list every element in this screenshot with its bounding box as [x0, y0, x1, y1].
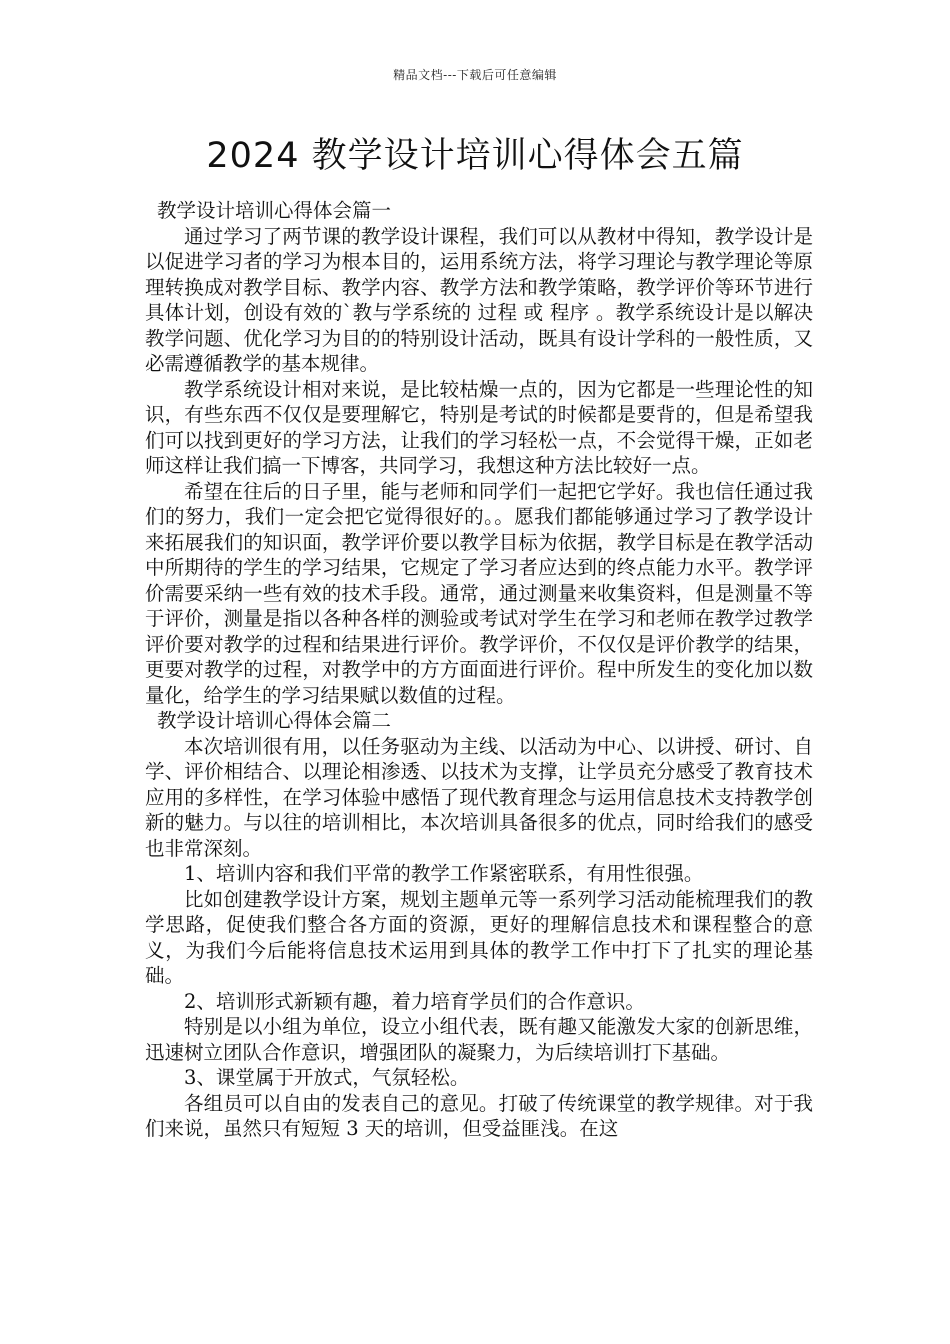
paragraph: 教学系统设计相对来说，是比较枯燥一点的，因为它都是一些理论性的知识，有些东西不仅仅是要理解它，特别是考试的时候都是要背的，但是希望我们可以找到更好的学习方法，让我们的学习轻松一点，不会觉得干燥，正如老师这样让我们搞一下博客，共同学习，我想这种方法比较好一点。 — [145, 377, 813, 477]
document-title: 2024 教学设计培训心得体会五篇 — [206, 136, 744, 176]
section-heading: 教学设计培训心得体会篇二 — [157, 709, 392, 732]
paragraph: 本次培训很有用，以任务驱动为主线、以活动为中心、以讲授、研讨、自学、评价相结合、以理论相渗透、以技术为支撑，让学员充分感受了教育技术应用的多样性，在学习体验中感悟了现代教育理念与运用信息技术支持教学创新的魅力。与以往的培训相比，本次培训具备很多的优点，同时给我们的感受也非常深刻。 — [145, 734, 813, 860]
list-point: 3、课堂属于开放式，气氛轻松。 — [184, 1066, 470, 1089]
paragraph: 通过学习了两节课的教学设计课程，我们可以从教材中得知，教学设计是以促进学习者的学习为根本目的，运用系统方法，将学习理论与教学理论等原理转换成对教学目标、教学内容、教学方法和教学策略，教学评价等环节进行具体计划，创设有效的`教与学系统的 过程 或 程序 。教学系统设计是以解决教学问题、优化学习为目的的特别设计活动，既具有设计学科的一般性质，又必需遵循教学的基本规律。 — [145, 224, 813, 375]
document-body — [145, 198, 813, 1142]
section-2 — [145, 708, 813, 1142]
paragraph: 各组员可以自由的发表自己的意见。打破了传统课堂的教学规律。对于我们来说，虽然只有短短 3 天的培训，但受益匪浅。在这 — [145, 1091, 813, 1140]
page-header-note: 精品文档---下载后可任意编辑 — [393, 68, 557, 82]
list-point: 2、培训形式新颖有趣，着力培育学员们的合作意识。 — [184, 989, 645, 1013]
paragraph: 特别是以小组为单位，设立小组代表，既有趣又能激发大家的创新思维，迅速树立团队合作意识，增强团队的凝聚力，为后续培训打下基础。 — [145, 1015, 813, 1064]
section-heading: 教学设计培训心得体会篇一 — [157, 199, 392, 222]
list-point: 1、培训内容和我们平常的教学工作紧密联系，有用性很强。 — [184, 862, 704, 885]
paragraph: 希望在往后的日子里，能与老师和同学们一起把它学好。我也信任通过我们的努力，我们一定会把它觉得很好的。。愿我们都能够通过学习了教学设计来拓展我们的知识面，教学评价要以教学目标为依据，教学目标是在教学活动中所期待的学生的学习结果，它规定了学习者应达到的终点能力水平。教学评价需要采纳一些有效的技术手段。通常，通过测量来收集资料，但是测量不等于评价，测量是指以各种各样的测验或考试对学生在学习和老师在教学过教学评价要对教学的过程和结果进行评价。教学评价，不仅仅是评价教学的结果，更要对教学的过程，对教学中的方方面面进行评价。程中所发生的变化加以数量化，给学生的学习结果赋以数值的过程。 — [145, 479, 813, 707]
section-1 — [145, 198, 813, 708]
paragraph: 比如创建教学设计方案，规划主题单元等一系列学习活动能梳理我们的教学思路，促使我们整合各方面的资源，更好的理解信息技术和课程整合的意义，为我们今后能将信息技术运用到具体的教学工作中打下了扎实的理论基础。 — [145, 887, 813, 987]
